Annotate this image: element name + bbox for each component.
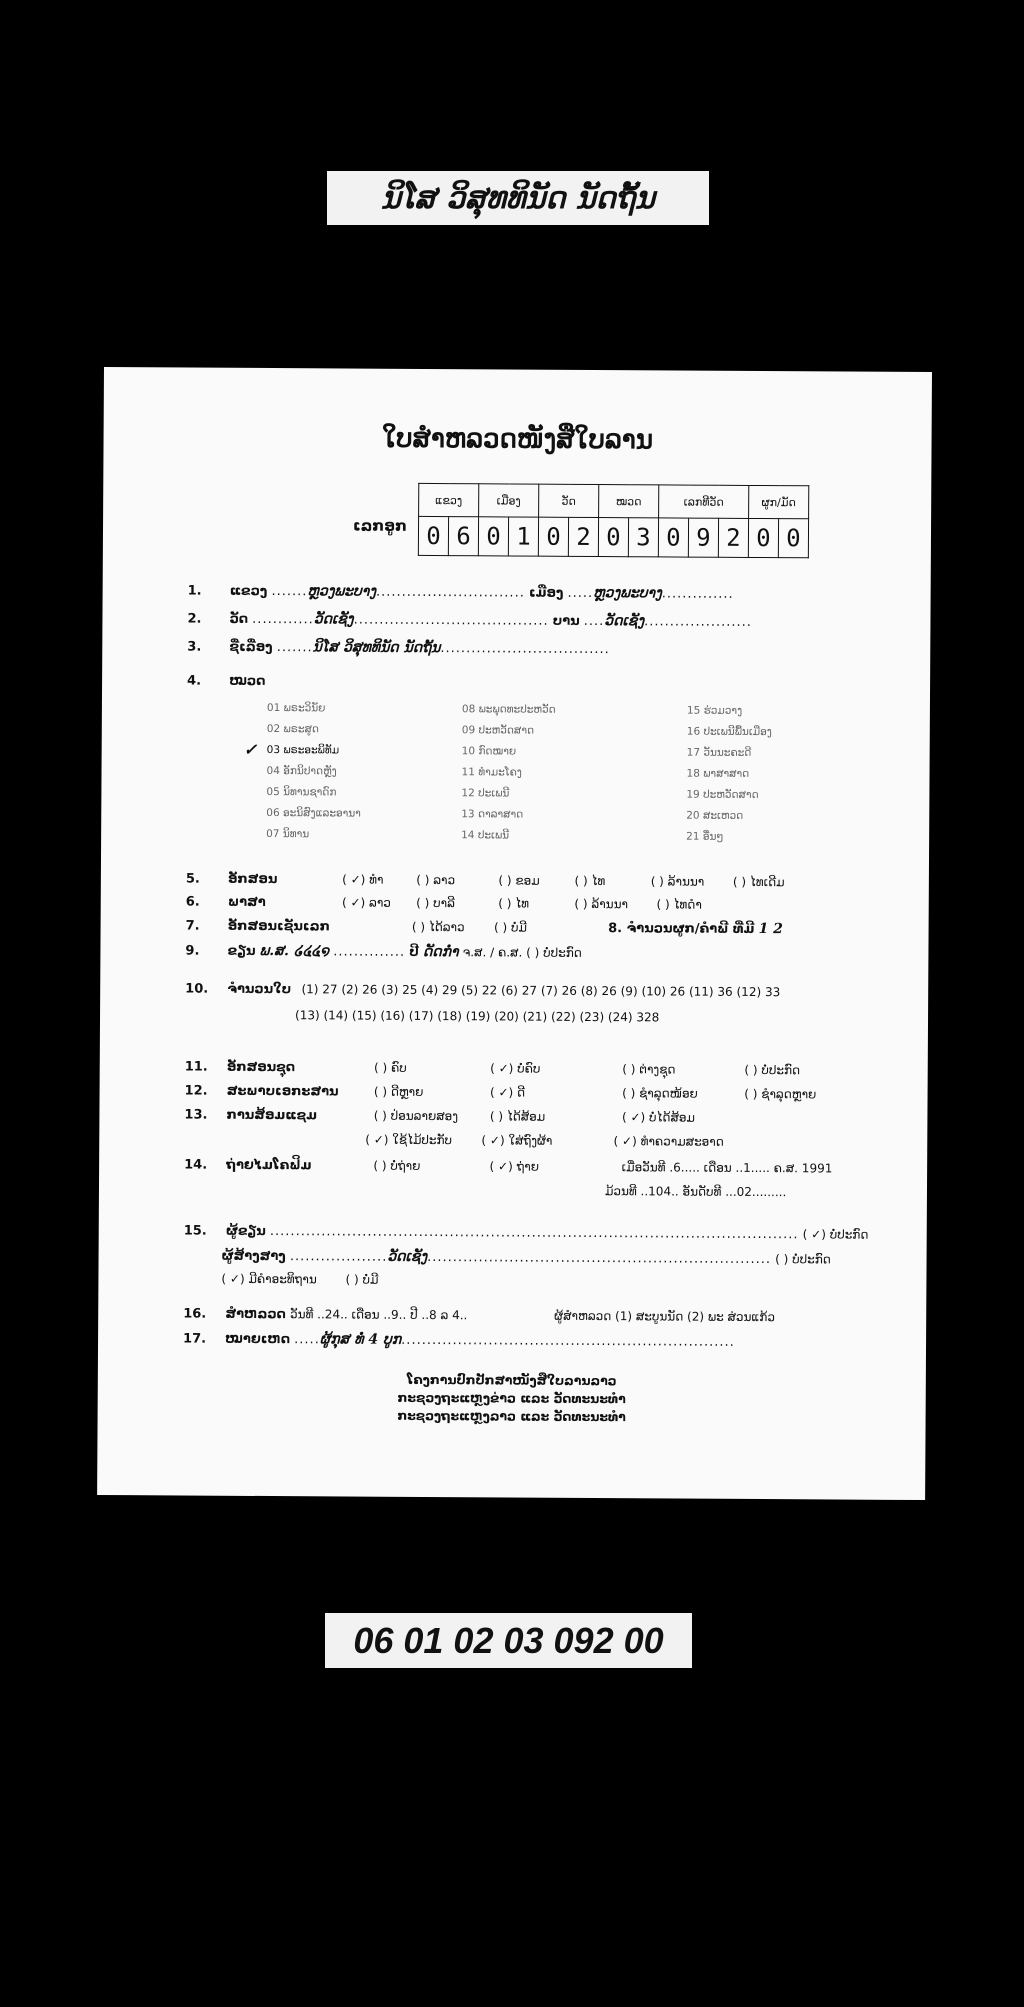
grid-digit: 2 [568, 517, 598, 556]
microfilm-date: ເມື່ອວັນທີ .6..... ເດືອນ ..1..... ຄ.ສ. 1991 [621, 1160, 833, 1176]
field-number: 15. [183, 1223, 207, 1239]
field-label: ຊື່ເລື່ອງ [229, 639, 273, 656]
field-label: ອັກສອນ [227, 871, 278, 888]
field-number: 6. [185, 894, 200, 910]
option: ( ) ລາວ [416, 872, 456, 888]
field-value: ວັດເຊັງ [604, 613, 645, 630]
option: ( ) ຊຳລຸດໜ້ອຍ [622, 1086, 698, 1101]
category-option: 18 ພາສາສາດ [686, 767, 750, 780]
field-remarks: 17. ໝາຍເຫດ .....ຜູ້ກຸສ ທໍ່ 4 ບູກ................................................................. [183, 1331, 735, 1350]
field-number: 9. [185, 943, 200, 959]
grid-digit-row [418, 516, 808, 557]
leaf-count-row: (1) 27 (2) 26 (3) 25 (4) 29 (5) 22 (6) 27 (7) 26 (8) 26 (9) (10) 26 (11) 36 (12) 33 [301, 982, 781, 1000]
option: ( ✓) ທຳ [342, 872, 384, 887]
option: ( ✓) ຖ່າຍ [489, 1159, 540, 1174]
document-id-grid [418, 483, 809, 558]
grid-digit: 0 [658, 518, 688, 557]
field-leaf-count [185, 982, 780, 1001]
option: ( ) ໄທດຳ [656, 897, 702, 912]
field-value: ວັດເຊັງ [387, 1248, 428, 1265]
field-label: ອັກສອນເຊັນເລກ [227, 918, 330, 935]
field-label: ຂຽນ [227, 943, 256, 959]
field-copyist: ຜູ້ສ້າງສາງ ...................ວັດເຊັງ................................................................... ( ) ບໍ່ປະກົດ [221, 1248, 831, 1268]
field-tail: ( ✓) ບໍ່ປະກົດ [802, 1227, 869, 1242]
category-option: 01 ພຣະວິນັຍ [266, 702, 326, 715]
grid-digit: 0 [418, 516, 448, 555]
field-label: ຖ່າຍໄມໂຄຟິມ [226, 1157, 312, 1174]
manuscript-title-label: ນິໂສ ວິສຸທທິນັດ ນັດຖັ້ນ [327, 171, 709, 225]
field-label: ໝາຍເຫດ [225, 1331, 291, 1348]
survey-form-sheet [97, 367, 932, 1500]
grid-digit: 9 [688, 518, 718, 557]
category-option: 04 ອັກນິປາດຫຼັງ [266, 765, 337, 778]
field-number: 14. [184, 1157, 208, 1173]
field-category [187, 674, 265, 689]
survey-date: ວັນທີ ..24.. ເດືອນ ..9.. ປີ ..8 ລ 4.. [289, 1307, 468, 1323]
category-option-checked: 03 ພຣະອະພິທັມ [266, 744, 340, 757]
microfilm-roll: ມ້ວນທີ ..104.. ອັນດັບທີ ...02......... [604, 1184, 787, 1200]
grid-digit: 0 [778, 519, 808, 558]
doc-number-label: ເລກອູກ [352, 516, 407, 535]
option: ( ) ໄທ [498, 896, 530, 911]
category-option: 17 ວັນນະຄະດີ [686, 746, 752, 759]
option: ( ) ບໍ່ມີ [345, 1272, 379, 1287]
footer-line: ກະຊວງຖະແຫຼງລາວ ແລະ ວັດທະນະທຳ [397, 1407, 626, 1425]
field-value: 1 2 [758, 921, 784, 938]
form-footer [98, 1369, 926, 1428]
field-value: ວັດເຊັງ [313, 611, 354, 628]
leaf-count-row: (13) (14) (15) (16) (17) (18) (19) (20) (21) (22) (23) (24) 328 [295, 1008, 660, 1025]
grid-header: ເມືອງ [479, 484, 539, 517]
field-tail: ຈ.ສ. / ຄ.ສ. ( ) ບໍ່ປະກົດ [462, 945, 582, 960]
option: ( ) ບໍ່ຖ່າຍ [373, 1158, 421, 1173]
field-condition [185, 1084, 817, 1103]
category-option: 21 ອື່ນໆ [686, 830, 724, 843]
grid-header: ເລກທີວັດ [659, 485, 749, 519]
field-prayer [221, 1272, 378, 1288]
field-value: ດັດກ່ຳ [422, 943, 459, 961]
option: ( ) ລ້ານນາ [574, 896, 629, 912]
field-province: 1. ແຂວງ .......ຫຼວງພະບາງ............................. ເມືອງ .....ຫຼວງພະບາງ.............. [187, 583, 734, 602]
field-number: 12. [184, 1083, 208, 1099]
manuscript-code-label: 06 01 02 03 092 00 [325, 1613, 692, 1668]
category-option: 13 ດາລາສາດ [461, 808, 524, 821]
grid-digit: 6 [448, 517, 478, 556]
option: ( ) ໄທເດີມ [732, 874, 785, 890]
field-label: ສະພາບເອກະສານ [226, 1083, 339, 1100]
field-number: 13. [184, 1107, 208, 1123]
field-label: ໝວດ [229, 673, 266, 689]
field-value: ພ.ສ. ໒໔໔໑ [259, 942, 330, 960]
option: ( ) ໄດ້ສ້ອມ [489, 1109, 546, 1124]
surveyors: ຜູ້ສຳຫລວດ (1) ສະບູນນັດ (2) ພະ ສ່ວນແກ້ວ [554, 1308, 776, 1325]
category-option: 05 ນິທານຊາດົກ [266, 786, 337, 799]
field-microfilm [184, 1158, 832, 1177]
option: ( ✓) ທຳຄວາມສະອາດ [613, 1134, 724, 1149]
option: ( ) ຂອມ [498, 873, 540, 888]
field-script [186, 872, 785, 891]
field-label: 8. ຈຳນວນຜູກ/ຄຳພີ ທີ່ມີ [608, 921, 755, 937]
field-number: 7. [185, 918, 200, 934]
field-language [186, 895, 702, 913]
field-set [185, 1060, 800, 1079]
field-value: ຫຼວງພະບາງ [307, 583, 377, 600]
option: ( ) ຄົບ [373, 1060, 407, 1075]
field-label: ຈຳນວນໃບ [227, 981, 292, 998]
field-label: ອັກສອນຊຸດ [226, 1059, 296, 1076]
option: ( ) ລ້ານນາ [650, 874, 705, 889]
field-number: 11. [184, 1059, 208, 1075]
field-repair [184, 1108, 695, 1126]
field-microfilm-roll [605, 1184, 786, 1200]
option: ( ) ໄດ້ລາວ [411, 919, 465, 935]
field-number: 10. [185, 981, 209, 997]
option: ( ✓) ລາວ [341, 895, 391, 910]
option: ( ✓) ໃສ່ຖົງຜ້າ [481, 1133, 553, 1148]
option: ( ) ບາລີ [416, 895, 455, 911]
field-value: ນິໂສ ວິສຸທທິນັດ ນັດຖັ້ນ [312, 639, 441, 657]
checkmark-icon: ✓ [243, 739, 258, 759]
field-number: 5. [185, 871, 200, 887]
grid-digit: 0 [538, 517, 568, 556]
option: ( ✓) ບໍ່ຄົບ [490, 1061, 541, 1076]
field-label: ຜູ້ສ້າງສາງ [221, 1248, 286, 1265]
grid-header: ວັດ [539, 484, 599, 517]
field-label: ພາສາ [227, 894, 266, 910]
category-option: 09 ປະຫວັດສາດ [461, 724, 535, 737]
category-option: 08 ພະພຸດທະປະຫວັດ [461, 703, 556, 716]
field-repair-row2 [365, 1133, 724, 1150]
field-author: 15. ຜູ້ຂຽນ ....................................................................................................... ( ✓) ບໍ່ປະກົດ [183, 1223, 869, 1243]
option: ( ✓) ບໍ່ໄດ້ສ້ອມ [621, 1110, 695, 1125]
grid-header: ໝວດ [599, 485, 659, 518]
field-title: 3. ຊື່ເລື່ອງ .......ນິໂສ ວິສຸທທິນັດ ນັດຖັ້ນ................................. [187, 639, 610, 658]
field-value: ຫຼວງພະບາງ [593, 584, 662, 602]
category-option: 19 ປະຫວັດສາດ [686, 788, 759, 802]
option: ( ) ຕ່າງຊຸດ [622, 1062, 676, 1077]
category-option: 10 ກົດໝາຍ [461, 745, 517, 758]
field-inscription [186, 918, 783, 938]
form-title: ໃບສຳຫລວດໜັງສືໃບລານ [382, 423, 654, 456]
category-option: 14 ປະເພນີ [461, 829, 510, 842]
option: ( ) ດີຫຼາຍ [373, 1084, 424, 1099]
field-label: ວັດ [229, 611, 249, 627]
category-option: 11 ທຳມະໂຄງ [461, 766, 522, 779]
field-label: ເມືອງ [528, 585, 564, 601]
field-number: 4. [187, 673, 202, 689]
footer-line: ກະຊວງຖະແຫຼງຂ່າວ ແລະ ວັດທະນະທຳ [397, 1389, 626, 1407]
field-tail: ( ) ບໍ່ປະກົດ [775, 1252, 831, 1267]
field-value: ຜູ້ກຸສ ທໍ່ 4 ບູກ [319, 1331, 402, 1348]
grid-digit: 1 [508, 517, 538, 556]
grid-header-row [419, 483, 809, 518]
grid-digit: 0 [478, 517, 508, 556]
field-label: ປີ [409, 944, 419, 960]
category-option: 12 ປະເພນີ [461, 787, 510, 800]
grid-header: ແຂວງ [419, 483, 479, 516]
field-number: 16. [183, 1306, 207, 1322]
field-survey [183, 1307, 775, 1326]
field-label: ການສ້ອມແຊມ [226, 1107, 318, 1124]
option: ( ✓) ໃຊ້ໄມ້ປະກັບ [365, 1132, 453, 1148]
option: ( ✓) ມີຄຳອະທິຖານ [221, 1271, 317, 1287]
field-written: 9. ຂຽນ ພ.ສ. ໒໔໔໑ .............. ປີ ດັດກ່ຳ ຈ.ສ. / ຄ.ສ. ( ) ບໍ່ປະກົດ [185, 942, 582, 961]
option: ( ) ຊຳລຸດຫຼາຍ [744, 1086, 817, 1102]
option: ( ) ໄທ [574, 873, 606, 889]
option: ( ✓) ດີ [489, 1085, 526, 1100]
option: ( ) ປ່ອນລາຍສອງ [373, 1108, 459, 1124]
field-number: 3. [187, 639, 202, 655]
field-label: ແຂວງ [229, 583, 268, 600]
field-number: 1. [187, 583, 202, 599]
category-option: 06 ອະນິສົງແລະອານາ [266, 806, 361, 820]
category-option: 16 ປະເພນີພື້ນເມືອງ [686, 725, 772, 739]
field-temple: 2. ວັດ ............ວັດເຊັງ...................................... ບານ ....ວັດເຊັງ..................... [187, 611, 752, 630]
grid-digit: 3 [628, 518, 658, 557]
category-option: 20 ສະເຫວດ [686, 809, 744, 822]
field-label: ບານ [552, 613, 580, 629]
option: ( ) ບໍ່ມີ [493, 920, 527, 935]
field-label: ຜູ້ຂຽນ [225, 1223, 266, 1240]
grid-digit: 2 [718, 518, 748, 557]
grid-digit: 0 [748, 518, 778, 557]
field-label: ສຳຫລວດ [225, 1306, 286, 1323]
category-option: 07 ນິທານ [266, 827, 310, 841]
footer-line: ໂຄງການປົກປັກສາໜັງສືໃບລານລາວ [406, 1371, 617, 1389]
category-option: 02 ພຣະສູດ [266, 723, 319, 736]
field-number: 2. [187, 611, 202, 627]
field-number: 17. [183, 1331, 207, 1347]
option: ( ) ບໍ່ປະກົດ [744, 1062, 801, 1078]
grid-header: ຜູກ/ມັດ [749, 485, 809, 518]
field-leaf-count-row2 [295, 1008, 659, 1025]
grid-digit: 0 [598, 518, 628, 557]
category-option: 15 ຮ່ວມວາງ [686, 704, 743, 717]
